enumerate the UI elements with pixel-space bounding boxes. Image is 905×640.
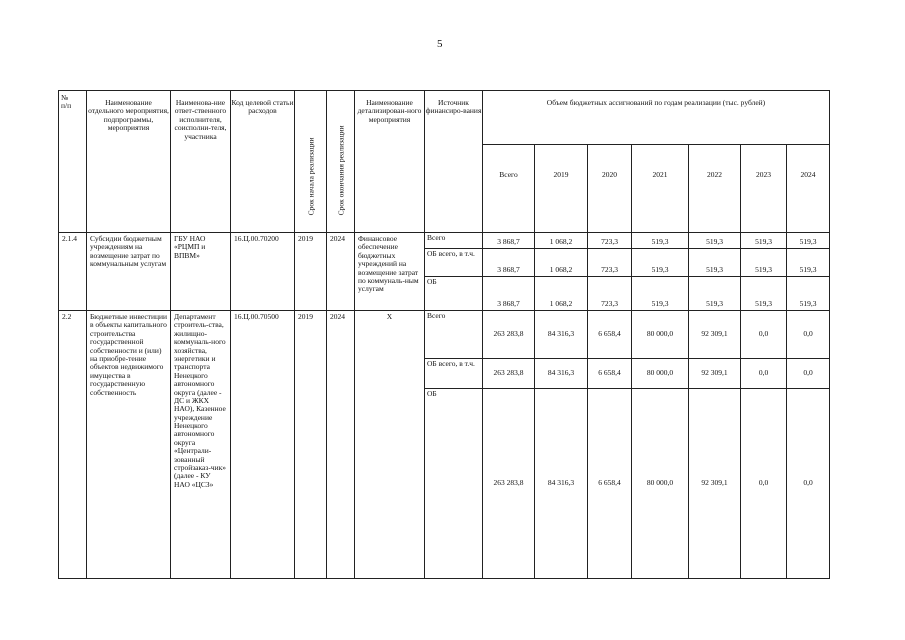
header-end	[327, 91, 355, 233]
row-start: 2019	[295, 233, 327, 311]
header-year-2019: 2019	[535, 145, 588, 233]
source-label: ОБ	[425, 389, 483, 579]
value-cell: 519,3	[632, 249, 689, 277]
row-num: 2.2	[59, 311, 87, 579]
header-detail: Наименование детализирован-ного мероприятия	[355, 91, 425, 233]
value-cell: 84 316,3	[535, 389, 588, 579]
header-year-2023: 2023	[741, 145, 787, 233]
value-cell: 84 316,3	[535, 311, 588, 359]
header-event-name: Наименование отдельного мероприятия, подпрограммы, мероприятия	[87, 91, 171, 233]
value-cell: 3 868,7	[483, 277, 535, 311]
value-cell: 723,3	[588, 277, 632, 311]
value-cell: 0,0	[787, 311, 830, 359]
value-cell: 263 283,8	[483, 389, 535, 579]
value-cell: 0,0	[741, 389, 787, 579]
value-cell: 519,3	[632, 277, 689, 311]
header-year-2020: 2020	[588, 145, 632, 233]
header-year-2022: 2022	[689, 145, 741, 233]
source-label: Всего	[425, 233, 483, 249]
source-label: ОБ	[425, 277, 483, 311]
row-executor: ГБУ НАО «РЦМП и ВПВМ»	[171, 233, 231, 311]
value-cell: 519,3	[787, 277, 830, 311]
value-cell: 3 868,7	[483, 233, 535, 249]
value-cell: 6 658,4	[588, 389, 632, 579]
header-num: № п/п	[59, 91, 87, 233]
value-cell: 263 283,8	[483, 359, 535, 389]
table-row	[59, 311, 830, 359]
value-cell: 92 309,1	[689, 389, 741, 579]
value-cell: 1 068,2	[535, 233, 588, 249]
value-cell: 263 283,8	[483, 311, 535, 359]
value-cell: 519,3	[787, 233, 830, 249]
row-end: 2024	[327, 233, 355, 311]
value-cell: 1 068,2	[535, 249, 588, 277]
header-source: Источник финансиро-вания	[425, 91, 483, 233]
row-detail: Финансовое обеспечение бюджетных учреждений на возмещение затрат по коммуналь-ным услугам	[355, 233, 425, 311]
value-cell: 84 316,3	[535, 359, 588, 389]
value-cell: 3 868,7	[483, 249, 535, 277]
header-start	[295, 91, 327, 233]
value-cell: 519,3	[689, 277, 741, 311]
value-cell: 519,3	[689, 249, 741, 277]
value-cell: 519,3	[632, 233, 689, 249]
row-end: 2024	[327, 311, 355, 579]
source-label: ОБ всего, в т.ч.	[425, 249, 483, 277]
value-cell: 1 068,2	[535, 277, 588, 311]
source-label: Всего	[425, 311, 483, 359]
value-cell: 0,0	[787, 389, 830, 579]
row-detail: Х	[355, 311, 425, 579]
value-cell: 6 658,4	[588, 359, 632, 389]
header-end-label: Срок окончания реализации	[336, 125, 346, 215]
value-cell: 0,0	[741, 359, 787, 389]
header-executor: Наименова-ние ответ-ственного исполнителя, соисполни-теля, участника	[171, 91, 231, 233]
row-name: Бюджетные инвестиции в объекты капитального строительства государственной собственности и (или) на приобре-тение объектов недвижимого имущества в государственную собственность	[87, 311, 171, 579]
value-cell: 80 000,0	[632, 389, 689, 579]
value-cell: 519,3	[741, 249, 787, 277]
value-cell: 92 309,1	[689, 311, 741, 359]
page-number: 5	[437, 38, 443, 50]
value-cell: 0,0	[741, 311, 787, 359]
value-cell: 519,3	[787, 249, 830, 277]
value-cell: 519,3	[741, 233, 787, 249]
value-cell: 723,3	[588, 233, 632, 249]
row-name: Субсидии бюджетным учреждениям на возмещение затрат по коммунальным услугам	[87, 233, 171, 311]
value-cell: 519,3	[741, 277, 787, 311]
value-cell: 519,3	[689, 233, 741, 249]
budget-table	[58, 90, 830, 579]
header-code: Код целевой статьи расходов	[231, 91, 295, 233]
header-year-total: Всего	[483, 145, 535, 233]
row-start: 2019	[295, 311, 327, 579]
value-cell: 723,3	[588, 249, 632, 277]
header-year-2024: 2024	[787, 145, 830, 233]
header-volume: Объем бюджетных ассигнований по годам реализации (тыс. рублей)	[483, 91, 830, 145]
row-code: 16.Ц.00.70200	[231, 233, 295, 311]
table-row	[59, 233, 830, 249]
value-cell: 92 309,1	[689, 359, 741, 389]
value-cell: 80 000,0	[632, 359, 689, 389]
value-cell: 6 658,4	[588, 311, 632, 359]
value-cell: 80 000,0	[632, 311, 689, 359]
row-num: 2.1.4	[59, 233, 87, 311]
source-label: ОБ всего, в т.ч.	[425, 359, 483, 389]
row-executor: Департамент строитель-ства, жилищно-коммуналь-ного хозяйства, энергетики и транспорта Ненецкого автономного округа (далее - ДС и ЖКХ НАО), Казенное учреждение Ненецкого автономного округа «Централи-зованный стройзаказ-чик» (далее - КУ НАО «ЦСЗ»	[171, 311, 231, 579]
header-start-label: Срок начала реализации	[306, 137, 316, 215]
row-code: 16.Ц.00.70500	[231, 311, 295, 579]
header-year-2021: 2021	[632, 145, 689, 233]
value-cell: 0,0	[787, 359, 830, 389]
